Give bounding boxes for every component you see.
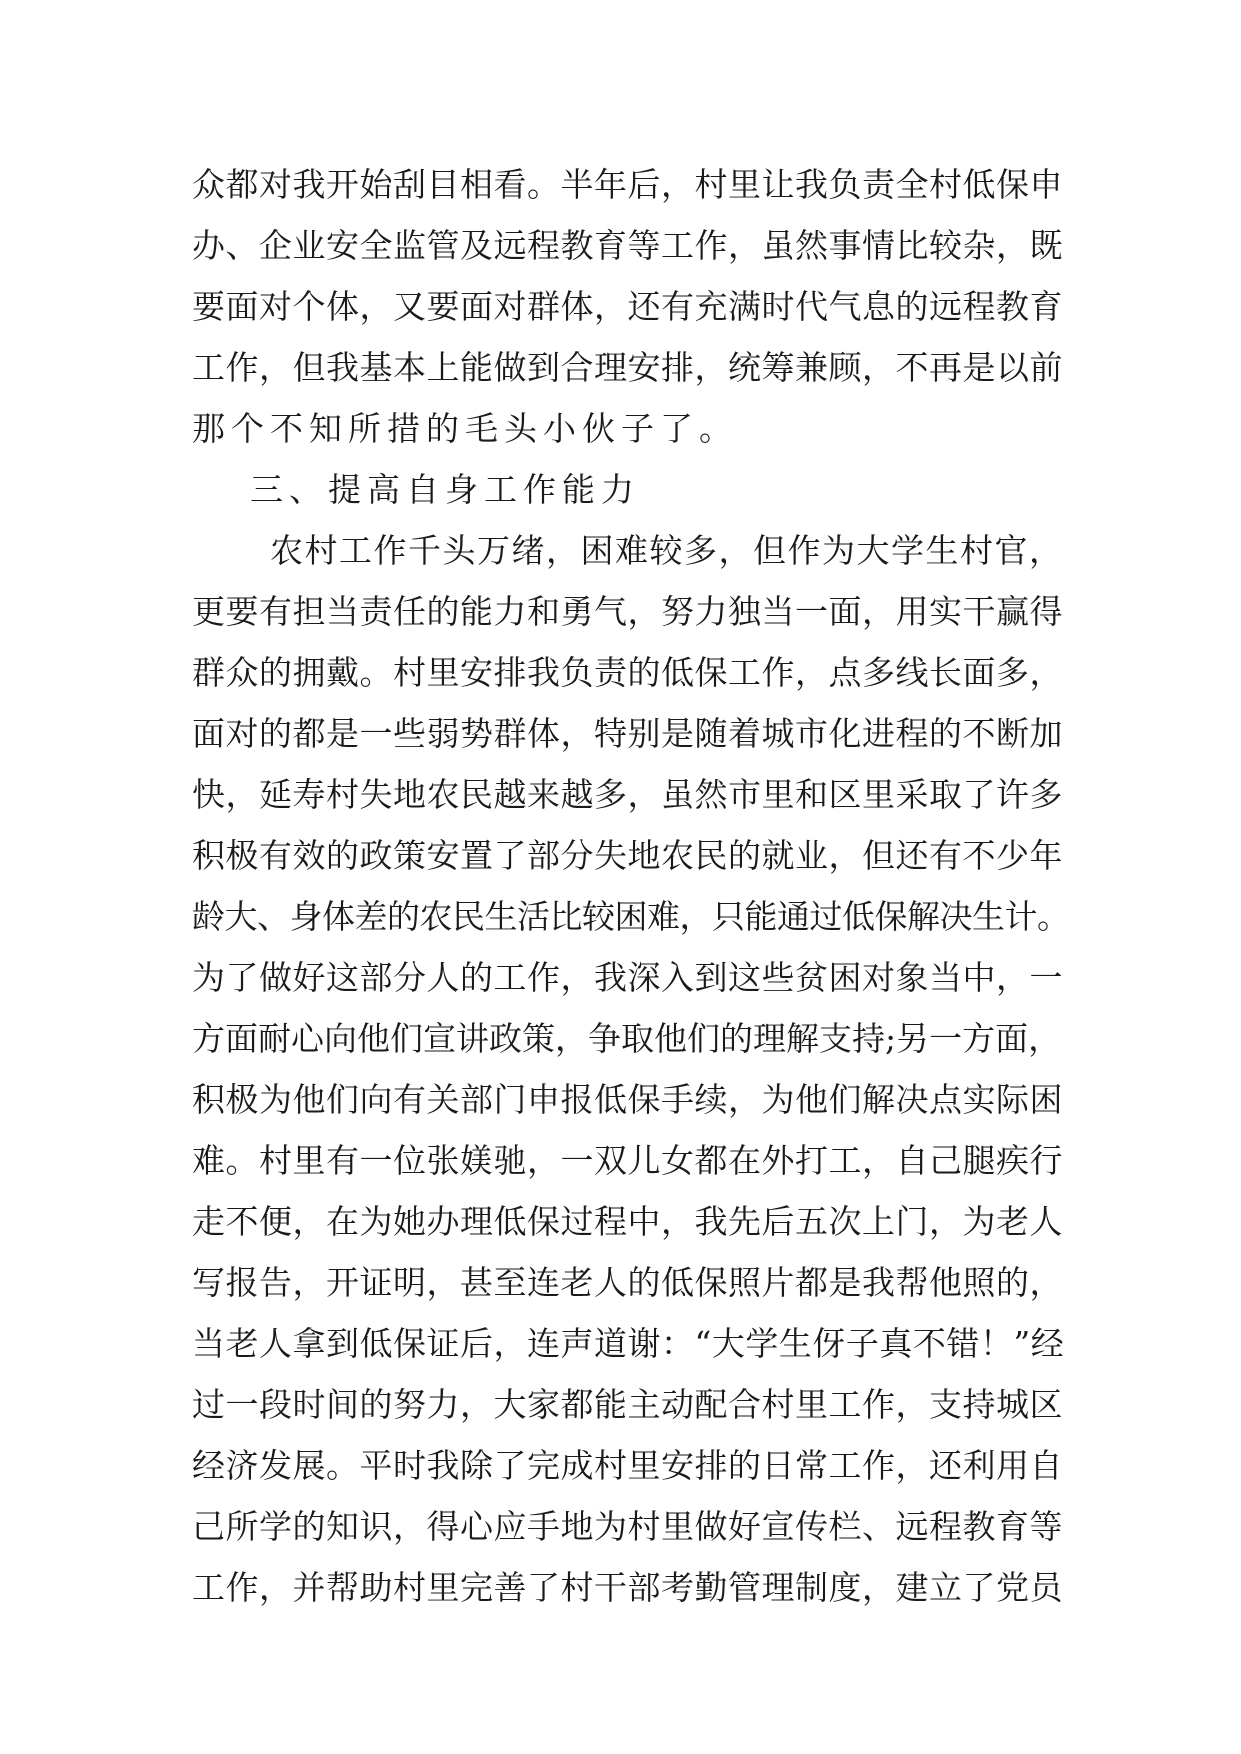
text-line: 积极有效的政策安置了部分失地农民的就业，但还有不少年: [192, 836, 1063, 875]
text-line: 群众的拥戴。村里安排我负责的低保工作，点多线长面多，: [192, 653, 1063, 692]
text-line: 面对的都是一些弱势群体，特别是随着城市化进程的不断加: [192, 714, 1063, 753]
paragraph-first-line: 农村工作千头万绪，困难较多，但作为大学生村官，: [270, 531, 1064, 570]
text-line: 为了做好这部分人的工作，我深入到这些贫困对象当中，一: [192, 958, 1063, 997]
text-line: 方面耐心向他们宣讲政策，争取他们的理解支持;另一方面，: [192, 1019, 1062, 1058]
text-line: 办、企业安全监管及远程教育等工作，虽然事情比较杂，既: [192, 226, 1063, 265]
text-line: 众都对我开始刮目相看。半年后，村里让我负责全村低保申: [192, 165, 1063, 204]
text-line: 过一段时间的努力，大家都能主动配合村里工作，支持城区: [192, 1385, 1063, 1424]
section-heading: 三、提高自身工作能力: [250, 470, 640, 509]
text-line: 那个不知所措的毛头小伙子了。: [192, 409, 738, 448]
text-line: 走不便，在为她办理低保过程中，我先后五次上门，为老人: [192, 1202, 1063, 1241]
text-line: 写报告，开证明，甚至连老人的低保照片都是我帮他照的，: [192, 1263, 1063, 1302]
text-line: 要面对个体，又要面对群体，还有充满时代气息的远程教育: [192, 287, 1063, 326]
text-line: 工作，但我基本上能做到合理安排，统筹兼顾，不再是以前: [192, 348, 1063, 387]
text-line: 工作，并帮助村里完善了村干部考勤管理制度，建立了党员: [192, 1568, 1063, 1607]
text-line: 龄大、身体差的农民生活比较困难，只能通过低保解决生计。: [192, 897, 1070, 936]
text-line: 经济发展。平时我除了完成村里安排的日常工作，还利用自: [192, 1446, 1063, 1485]
text-line: 积极为他们向有关部门申报低保手续，为他们解决点实际困: [192, 1080, 1063, 1119]
text-line: 更要有担当责任的能力和勇气，努力独当一面，用实干赢得: [192, 592, 1063, 631]
text-line: 己所学的知识，得心应手地为村里做好宣传栏、远程教育等: [192, 1507, 1063, 1546]
text-line: 快，延寿村失地农民越来越多，虽然市里和区里采取了许多: [192, 775, 1063, 814]
document-body: [192, 154, 1072, 1618]
text-line: 难。村里有一位张媄驰，一双儿女都在外打工，自己腿疾行: [192, 1141, 1063, 1180]
text-line: 当老人拿到低保证后，连声道谢：“大学生伢子真不错！”经: [192, 1324, 1065, 1363]
